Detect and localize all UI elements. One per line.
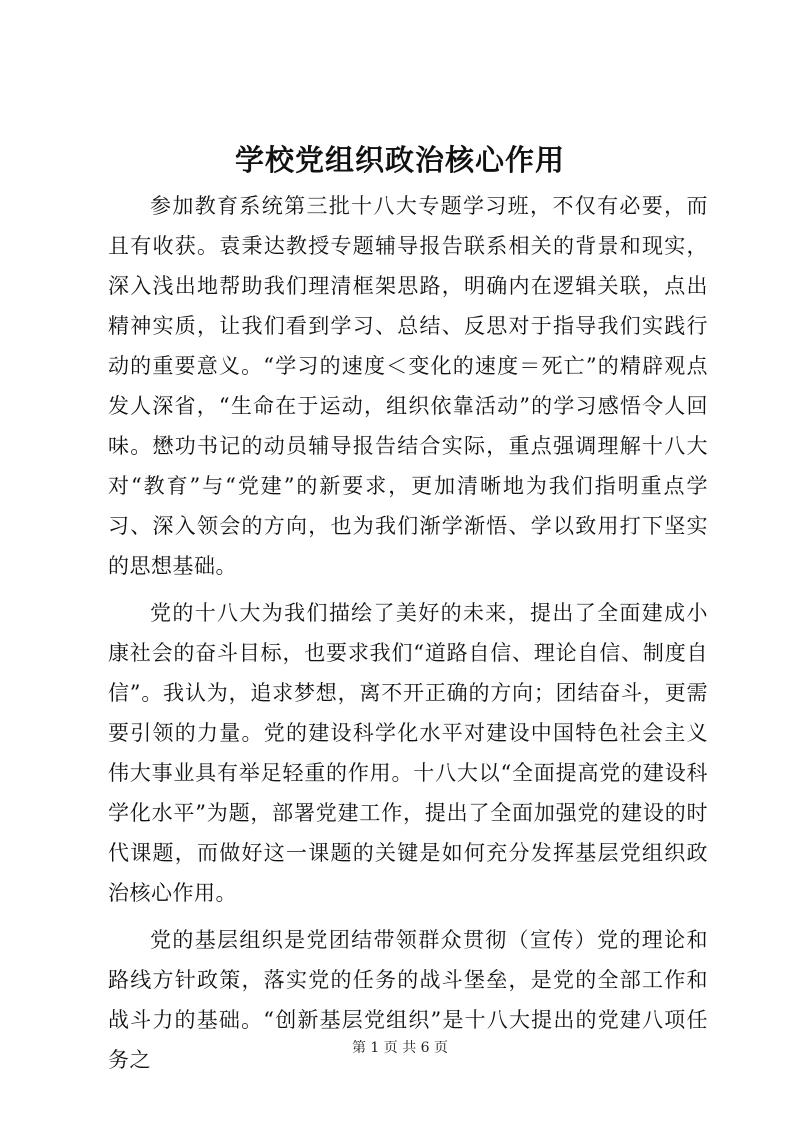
page-footer: 第 1 页 共 6 页	[351, 1040, 449, 1056]
paragraph-1: 参加教育系统第三批十八大专题学习班，不仅有必要，而且有收获。袁秉达教授专题辅导报告联系相关的背景和现实，深入浅出地帮助我们理清框架思路，明确内在逻辑关联，点出精神实质，让我们看到学习、总结、反思对于指导我们实践行动的重要意义。“学习的速度＜变化的速度＝死亡”的精辟观点发人深省，“生命在于运动，组织依靠活动”的学习感悟令人回味。懋功书记的动员辅导报告结合实际，重点强调理解十八大对“教育”与“党建”的新要求，更加清晰地为我们指明重点学习、深入领会的方向，也为我们渐学渐悟、学以致用打下坚实的思想基础。	[108, 194, 708, 578]
document-body	[108, 186, 708, 1080]
document-title: 学校党组织政治核心作用	[234, 143, 565, 177]
paragraph-2: 党的十八大为我们描绘了美好的未来，提出了全面建成小康社会的奋斗目标，也要求我们“道路自信、理论自信、制度自信”。我认为，追求梦想，离不开正确的方向；团结奋斗，更需要引领的力量。党的建设科学化水平对建设中国特色社会主义伟大事业具有举足轻重的作用。十八大以“全面提高党的建设科学化水平”为题，部署党建工作，提出了全面加强党的建设的时代课题，而做好这一课题的关键是如何充分发挥基层党组织政治核心作用。	[108, 601, 708, 905]
paragraph-3: 党的基层组织是党团结带领群众贯彻（宣传）党的理论和路线方针政策，落实党的任务的战斗堡垒，是党的全部工作和战斗力的基础。“创新基层党组织”是十八大提出的党建八项任务之	[108, 928, 708, 1072]
